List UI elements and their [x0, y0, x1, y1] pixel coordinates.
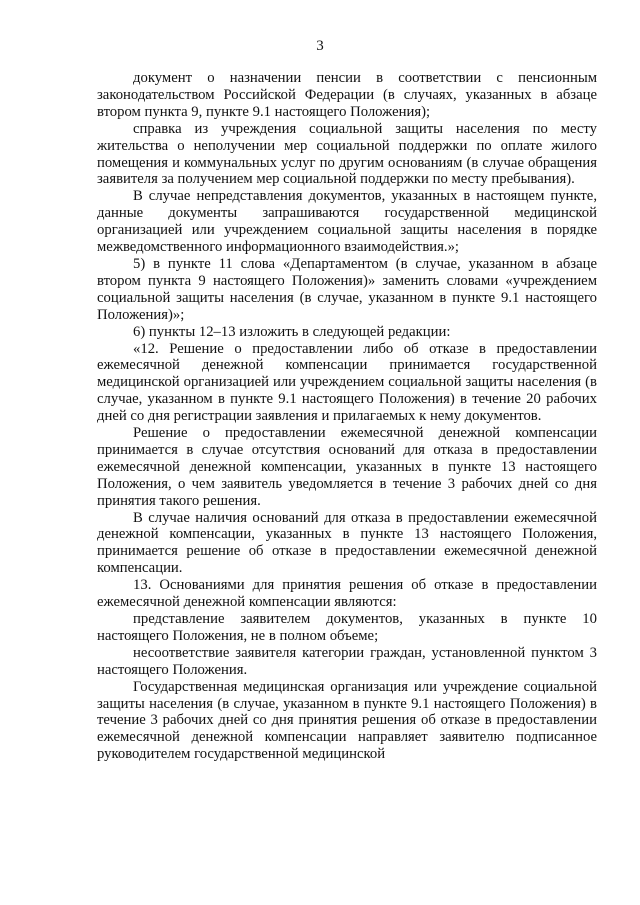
paragraph-3: В случае непредставления документов, указанных в настоящем пункте, данные документы запрашиваются государственной медицинской организацией или учреждением социальной защиты населения в порядке межведомственного информационного взаимодействия.»; [97, 188, 597, 256]
paragraph-8: В случае наличия оснований для отказа в предоставлении ежемесячной денежной компенсации, указанных в пункте 13 настоящего Положения, принимается решение об отказе в предоставлении ежемесячной денежной компенсации. [97, 509, 597, 577]
paragraph-1: документ о назначении пенсии в соответствии с пенсионным законодательством Российской Федерации (в случаях, указанных в абзаце втором пункта 9, пункте 9.1 настоящего Положения); [97, 70, 597, 120]
paragraph-12: Государственная медицинская организация или учреждение социальной защиты населения (в случае, указанном в пункте 9.1 настоящего Положения) в течение 3 рабочих дней со дня принятия решения об отказе в предоставлении ежемесячной денежной компенсации направляет заявителю подписанное руководителем государственной медицинской [97, 678, 597, 763]
paragraph-11: несоответствие заявителя категории граждан, установленной пунктом 3 настоящего Положения. [97, 644, 597, 678]
document-body [97, 70, 597, 763]
paragraph-2: справка из учреждения социальной защиты населения по месту жительства о неполучении мер социальной поддержки по оплате жилого помещения и коммунальных услуг по другим основаниям (в случае обращения заявителя за получением мер социальной поддержки по месту пребывания). [97, 120, 597, 188]
page-number: 3 [316, 38, 324, 54]
paragraph-4: 5) в пункте 11 слова «Департаментом (в случае, указанном в абзаце втором пункта 9 настоящего Положения)» заменить словами «учреждением социальной защиты населения (в случае, указанном в пункте 9.1 настоящего Положения)»; [97, 255, 597, 323]
paragraph-6: «12. Решение о предоставлении либо об отказе в предоставлении ежемесячной денежной компенсации принимается государственной медицинской организацией или учреждением социальной защиты населения (в случае, указанном в пункте 9.1 настоящего Положения) в течение 20 рабочих дней со дня регистрации заявления и прилагаемых к нему документов. [97, 340, 597, 425]
paragraph-5: 6) пункты 12–13 изложить в следующей редакции: [133, 323, 451, 340]
paragraph-7: Решение о предоставлении ежемесячной денежной компенсации принимается в случае отсутствия оснований для отказа в предоставлении ежемесячной денежной компенсации, указанных в пункте 13 настоящего Положения, о чем заявитель уведомляется в течение 3 рабочих дней со дня принятия такого решения. [97, 425, 597, 509]
paragraph-10: представление заявителем документов, указанных в пункте 10 настоящего Положения, не в полном объеме; [97, 611, 597, 644]
paragraph-9: 13. Основаниями для принятия решения об отказе в предоставлении ежемесячной денежной компенсации являются: [97, 577, 597, 611]
